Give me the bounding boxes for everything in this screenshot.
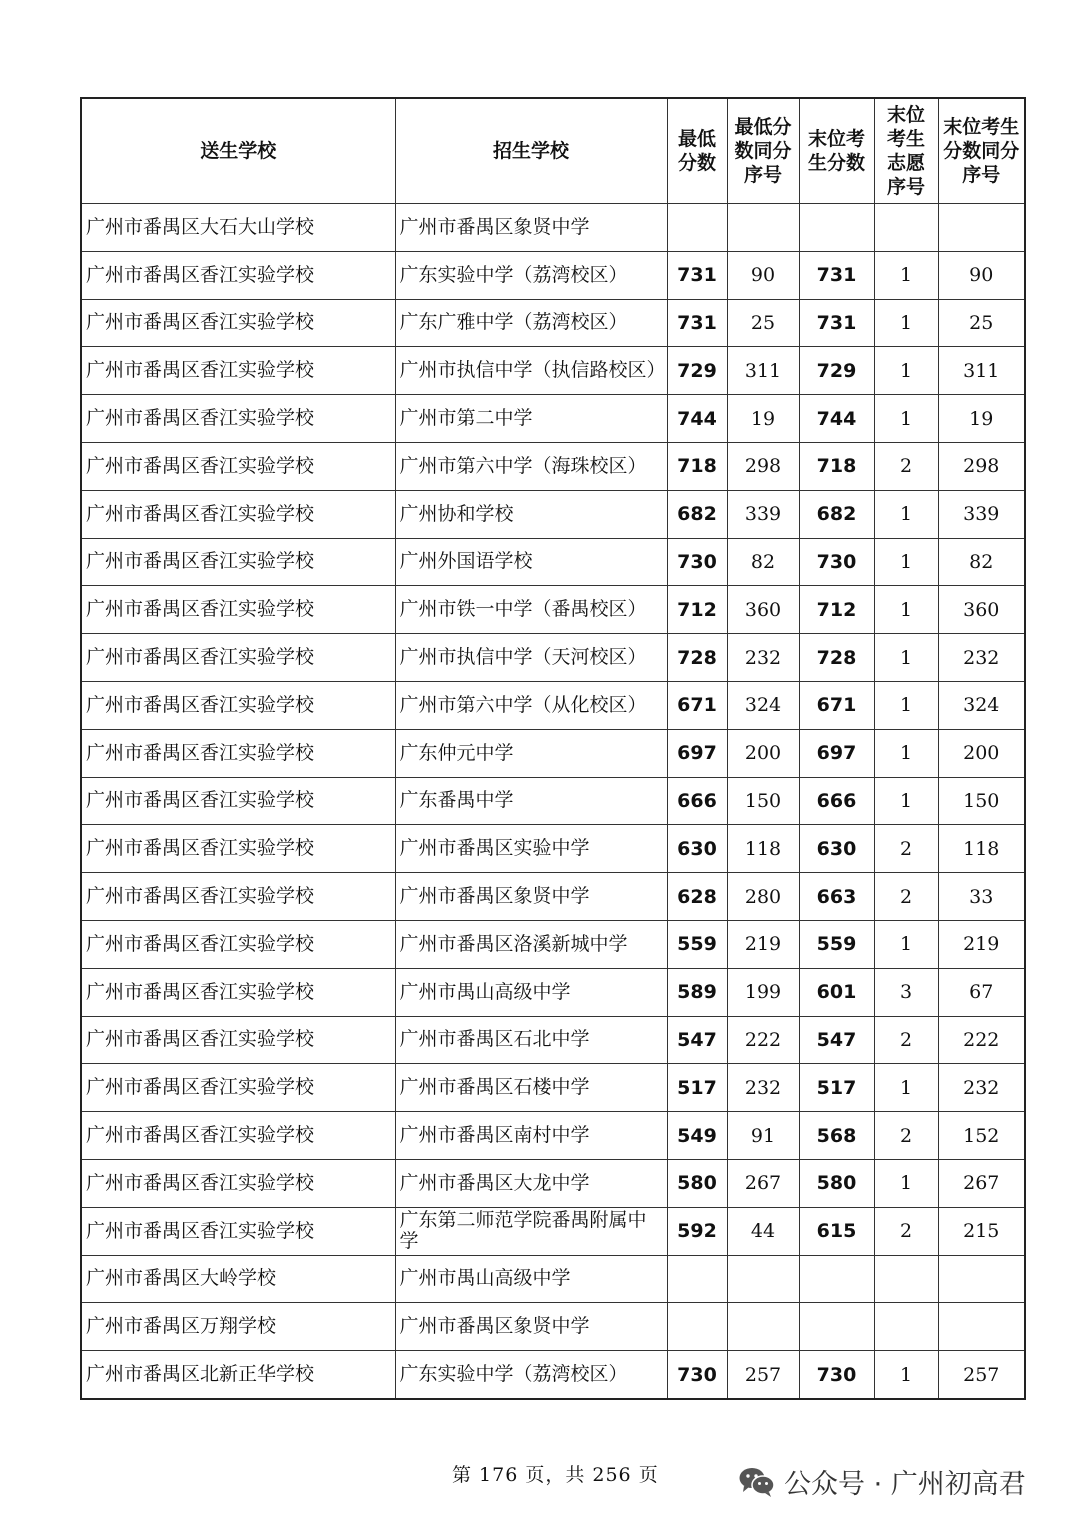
cell-sending-school: 广州市番禺区香江实验学校	[81, 251, 395, 299]
cell-last-score: 580	[799, 1159, 874, 1207]
cell-last-tie-no: 25	[938, 299, 1025, 347]
table-row	[81, 538, 1025, 586]
cell-last-tie-no: 118	[938, 825, 1025, 873]
cell-sending-school: 广州市番禺区香江实验学校	[81, 538, 395, 586]
cell-receiving-school: 广州外国语学校	[395, 538, 667, 586]
cell-sending-school: 广州市番禺区香江实验学校	[81, 825, 395, 873]
watermark	[738, 1462, 1026, 1501]
cell-min-score-tie-no: 339	[727, 490, 799, 538]
cell-min-score-tie-no: 219	[727, 920, 799, 968]
cell-last-tie-no	[938, 1303, 1025, 1351]
cell-last-choice-no: 2	[874, 442, 938, 490]
cell-receiving-school: 广州市番禺区石楼中学	[395, 1064, 667, 1112]
cell-min-score-tie-no	[727, 204, 799, 252]
cell-sending-school: 广州市番禺区香江实验学校	[81, 1112, 395, 1160]
cell-last-tie-no: 360	[938, 586, 1025, 634]
cell-last-choice-no: 1	[874, 1351, 938, 1399]
cell-receiving-school: 广东仲元中学	[395, 729, 667, 777]
cell-last-choice-no: 1	[874, 490, 938, 538]
cell-last-tie-no: 311	[938, 347, 1025, 395]
table-row	[81, 825, 1025, 873]
header-last-tie-no: 末位考生分数同分序号	[938, 98, 1025, 204]
cell-last-score	[799, 204, 874, 252]
cell-sending-school: 广州市番禺区香江实验学校	[81, 873, 395, 921]
table-row	[81, 1255, 1025, 1303]
cell-last-score: 615	[799, 1207, 874, 1255]
table-row	[81, 729, 1025, 777]
cell-receiving-school: 广州市执信中学（执信路校区）	[395, 347, 667, 395]
cell-min-score-tie-no	[727, 1255, 799, 1303]
cell-min-score: 517	[667, 1064, 727, 1112]
cell-min-score-tie-no: 19	[727, 395, 799, 443]
cell-last-choice-no	[874, 1255, 938, 1303]
cell-last-choice-no	[874, 204, 938, 252]
cell-last-tie-no: 19	[938, 395, 1025, 443]
header-min-score-tie-no: 最低分数同分序号	[727, 98, 799, 204]
cell-last-score: 601	[799, 968, 874, 1016]
cell-last-choice-no: 2	[874, 1016, 938, 1064]
cell-min-score: 580	[667, 1159, 727, 1207]
cell-last-choice-no: 1	[874, 1064, 938, 1112]
header-last-score: 末位考生分数	[799, 98, 874, 204]
cell-last-choice-no: 1	[874, 586, 938, 634]
cell-min-score-tie-no: 44	[727, 1207, 799, 1255]
cell-last-score: 730	[799, 538, 874, 586]
cell-last-score: 547	[799, 1016, 874, 1064]
cell-receiving-school: 广东广雅中学（荔湾校区）	[395, 299, 667, 347]
cell-min-score-tie-no: 25	[727, 299, 799, 347]
cell-min-score: 730	[667, 538, 727, 586]
cell-last-tie-no: 222	[938, 1016, 1025, 1064]
cell-last-tie-no: 33	[938, 873, 1025, 921]
cell-receiving-school: 广州市禺山高级中学	[395, 1255, 667, 1303]
cell-last-tie-no: 82	[938, 538, 1025, 586]
table-header-row	[81, 98, 1025, 204]
cell-receiving-school: 广州市执信中学（天河校区）	[395, 634, 667, 682]
cell-receiving-school: 广州市番禺区象贤中学	[395, 873, 667, 921]
cell-receiving-school: 广州协和学校	[395, 490, 667, 538]
cell-last-choice-no: 1	[874, 1159, 938, 1207]
table-row	[81, 395, 1025, 443]
header-last-choice-no: 末位考生志愿序号	[874, 98, 938, 204]
watermark-text: 公众号 · 广州初高君	[784, 1469, 1026, 1500]
cell-last-score: 728	[799, 634, 874, 682]
cell-last-choice-no: 1	[874, 634, 938, 682]
cell-min-score	[667, 1255, 727, 1303]
cell-last-tie-no: 152	[938, 1112, 1025, 1160]
cell-receiving-school: 广州市番禺区南村中学	[395, 1112, 667, 1160]
cell-min-score: 682	[667, 490, 727, 538]
cell-last-tie-no: 232	[938, 634, 1025, 682]
cell-min-score: 728	[667, 634, 727, 682]
cell-last-tie-no: 67	[938, 968, 1025, 1016]
cell-last-choice-no: 2	[874, 873, 938, 921]
cell-min-score-tie-no: 360	[727, 586, 799, 634]
cell-sending-school: 广州市番禺区香江实验学校	[81, 299, 395, 347]
cell-last-score: 744	[799, 395, 874, 443]
cell-receiving-school: 广州市第六中学（从化校区）	[395, 681, 667, 729]
table-row	[81, 490, 1025, 538]
cell-last-score: 730	[799, 1351, 874, 1399]
cell-sending-school: 广州市番禺区香江实验学校	[81, 777, 395, 825]
cell-min-score-tie-no: 91	[727, 1112, 799, 1160]
cell-min-score: 666	[667, 777, 727, 825]
cell-last-tie-no: 215	[938, 1207, 1025, 1255]
cell-sending-school: 广州市番禺区大岭学校	[81, 1255, 395, 1303]
cell-last-tie-no: 219	[938, 920, 1025, 968]
cell-min-score-tie-no: 90	[727, 251, 799, 299]
cell-last-score: 712	[799, 586, 874, 634]
cell-last-tie-no	[938, 204, 1025, 252]
cell-last-choice-no: 1	[874, 777, 938, 825]
cell-last-score	[799, 1255, 874, 1303]
table-row	[81, 968, 1025, 1016]
cell-min-score: 559	[667, 920, 727, 968]
cell-sending-school: 广州市番禺区香江实验学校	[81, 1064, 395, 1112]
cell-receiving-school: 广东番禺中学	[395, 777, 667, 825]
cell-min-score-tie-no: 324	[727, 681, 799, 729]
cell-last-choice-no	[874, 1303, 938, 1351]
cell-last-tie-no	[938, 1255, 1025, 1303]
cell-receiving-school: 广州市番禺区象贤中学	[395, 204, 667, 252]
cell-last-choice-no: 1	[874, 681, 938, 729]
cell-receiving-school: 广州市禺山高级中学	[395, 968, 667, 1016]
cell-last-choice-no: 1	[874, 538, 938, 586]
cell-last-score: 559	[799, 920, 874, 968]
cell-min-score	[667, 204, 727, 252]
cell-min-score-tie-no: 298	[727, 442, 799, 490]
table-row	[81, 1064, 1025, 1112]
cell-min-score-tie-no: 311	[727, 347, 799, 395]
cell-last-tie-no: 232	[938, 1064, 1025, 1112]
cell-sending-school: 广州市番禺区香江实验学校	[81, 442, 395, 490]
cell-last-score: 718	[799, 442, 874, 490]
cell-min-score-tie-no: 222	[727, 1016, 799, 1064]
cell-last-choice-no: 2	[874, 1207, 938, 1255]
cell-min-score: 628	[667, 873, 727, 921]
cell-sending-school: 广州市番禺区香江实验学校	[81, 634, 395, 682]
cell-sending-school: 广州市番禺区香江实验学校	[81, 1159, 395, 1207]
cell-last-score: 666	[799, 777, 874, 825]
cell-sending-school: 广州市番禺区香江实验学校	[81, 1207, 395, 1255]
cell-min-score: 744	[667, 395, 727, 443]
table-row	[81, 920, 1025, 968]
cell-last-score: 663	[799, 873, 874, 921]
cell-sending-school: 广州市番禺区香江实验学校	[81, 729, 395, 777]
cell-last-tie-no: 324	[938, 681, 1025, 729]
table-row	[81, 442, 1025, 490]
cell-sending-school: 广州市番禺区香江实验学校	[81, 968, 395, 1016]
cell-min-score-tie-no: 232	[727, 634, 799, 682]
cell-min-score-tie-no: 200	[727, 729, 799, 777]
table-row	[81, 1159, 1025, 1207]
table-row	[81, 1112, 1025, 1160]
table-row	[81, 1351, 1025, 1399]
cell-min-score: 712	[667, 586, 727, 634]
cell-last-choice-no: 1	[874, 395, 938, 443]
table-row	[81, 681, 1025, 729]
cell-receiving-school: 广州市第六中学（海珠校区）	[395, 442, 667, 490]
cell-min-score-tie-no: 150	[727, 777, 799, 825]
table-row	[81, 204, 1025, 252]
header-receiving-school: 招生学校	[395, 98, 667, 204]
cell-min-score: 592	[667, 1207, 727, 1255]
table-row	[81, 347, 1025, 395]
cell-min-score: 718	[667, 442, 727, 490]
cell-sending-school: 广州市番禺区香江实验学校	[81, 586, 395, 634]
cell-last-choice-no: 3	[874, 968, 938, 1016]
cell-last-tie-no: 267	[938, 1159, 1025, 1207]
header-sending-school: 送生学校	[81, 98, 395, 204]
cell-sending-school: 广州市番禺区北新正华学校	[81, 1351, 395, 1399]
page-number: 第 176 页，共 256 页	[452, 1464, 659, 1486]
cell-last-tie-no: 90	[938, 251, 1025, 299]
cell-min-score-tie-no: 118	[727, 825, 799, 873]
cell-last-score: 682	[799, 490, 874, 538]
cell-last-choice-no: 1	[874, 299, 938, 347]
table-row	[81, 299, 1025, 347]
cell-min-score: 630	[667, 825, 727, 873]
cell-min-score: 697	[667, 729, 727, 777]
cell-last-score: 731	[799, 299, 874, 347]
cell-min-score: 729	[667, 347, 727, 395]
cell-min-score-tie-no: 267	[727, 1159, 799, 1207]
cell-receiving-school: 广东实验中学（荔湾校区）	[395, 1351, 667, 1399]
cell-last-tie-no: 150	[938, 777, 1025, 825]
cell-min-score-tie-no: 232	[727, 1064, 799, 1112]
cell-last-choice-no: 1	[874, 920, 938, 968]
cell-sending-school: 广州市番禺区香江实验学校	[81, 1016, 395, 1064]
cell-receiving-school: 广州市第二中学	[395, 395, 667, 443]
cell-sending-school: 广州市番禺区香江实验学校	[81, 395, 395, 443]
cell-min-score: 547	[667, 1016, 727, 1064]
table-row	[81, 1303, 1025, 1351]
cell-last-tie-no: 339	[938, 490, 1025, 538]
cell-min-score: 730	[667, 1351, 727, 1399]
cell-min-score-tie-no: 280	[727, 873, 799, 921]
table-row	[81, 873, 1025, 921]
cell-last-choice-no: 1	[874, 347, 938, 395]
cell-sending-school: 广州市番禺区香江实验学校	[81, 490, 395, 538]
cell-last-score: 731	[799, 251, 874, 299]
table-row	[81, 777, 1025, 825]
cell-last-score: 671	[799, 681, 874, 729]
admission-table	[80, 97, 1026, 1400]
cell-receiving-school: 广州市番禺区象贤中学	[395, 1303, 667, 1351]
cell-last-score: 568	[799, 1112, 874, 1160]
cell-min-score: 671	[667, 681, 727, 729]
cell-min-score: 731	[667, 251, 727, 299]
cell-min-score-tie-no: 82	[727, 538, 799, 586]
table-row	[81, 1207, 1025, 1255]
cell-receiving-school: 广州市铁一中学（番禺校区）	[395, 586, 667, 634]
cell-last-choice-no: 2	[874, 1112, 938, 1160]
cell-min-score: 731	[667, 299, 727, 347]
cell-min-score-tie-no: 257	[727, 1351, 799, 1399]
cell-receiving-school: 广东第二师范学院番禺附属中学	[395, 1207, 667, 1255]
table-row	[81, 586, 1025, 634]
cell-min-score-tie-no: 199	[727, 968, 799, 1016]
cell-sending-school: 广州市番禺区大石大山学校	[81, 204, 395, 252]
cell-sending-school: 广州市番禺区万翔学校	[81, 1303, 395, 1351]
cell-last-tie-no: 298	[938, 442, 1025, 490]
table-row	[81, 1016, 1025, 1064]
cell-min-score-tie-no	[727, 1303, 799, 1351]
wechat-icon	[738, 1466, 776, 1498]
cell-last-tie-no: 200	[938, 729, 1025, 777]
cell-last-score: 697	[799, 729, 874, 777]
cell-receiving-school: 广东实验中学（荔湾校区）	[395, 251, 667, 299]
cell-min-score	[667, 1303, 727, 1351]
cell-receiving-school: 广州市番禺区石北中学	[395, 1016, 667, 1064]
cell-receiving-school: 广州市番禺区实验中学	[395, 825, 667, 873]
cell-min-score: 549	[667, 1112, 727, 1160]
cell-last-tie-no: 257	[938, 1351, 1025, 1399]
cell-last-choice-no: 1	[874, 729, 938, 777]
cell-min-score: 589	[667, 968, 727, 1016]
header-min-score: 最低分数	[667, 98, 727, 204]
cell-last-score: 517	[799, 1064, 874, 1112]
cell-sending-school: 广州市番禺区香江实验学校	[81, 347, 395, 395]
cell-receiving-school: 广州市番禺区大龙中学	[395, 1159, 667, 1207]
table-row	[81, 251, 1025, 299]
cell-last-choice-no: 1	[874, 251, 938, 299]
cell-receiving-school: 广州市番禺区洛溪新城中学	[395, 920, 667, 968]
table-row	[81, 634, 1025, 682]
cell-last-score: 630	[799, 825, 874, 873]
cell-sending-school: 广州市番禺区香江实验学校	[81, 920, 395, 968]
cell-last-score: 729	[799, 347, 874, 395]
cell-last-score	[799, 1303, 874, 1351]
cell-sending-school: 广州市番禺区香江实验学校	[81, 681, 395, 729]
cell-last-choice-no: 2	[874, 825, 938, 873]
